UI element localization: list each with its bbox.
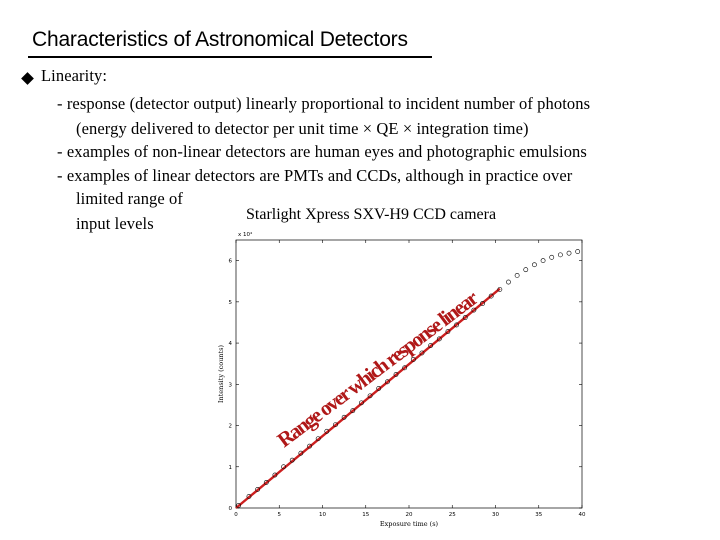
data-point <box>550 255 554 259</box>
slide-title: Characteristics of Astronomical Detectors <box>32 28 408 51</box>
y-tick-label: 6 <box>228 258 232 265</box>
y-tick-label: 0 <box>228 506 232 512</box>
text-line-6: input levels <box>76 214 154 233</box>
data-point <box>515 273 519 277</box>
x-tick-label: 10 <box>319 512 326 518</box>
data-point <box>576 249 580 253</box>
title-underline <box>28 56 432 58</box>
text-line-2: (energy delivered to detector per unit time × QE × integration time) <box>76 119 529 138</box>
annotation-text-path: Range over which response linear <box>272 285 483 452</box>
y-exponent-label: x 10⁴ <box>238 232 253 238</box>
x-axis-label: Exposure time (s) <box>379 520 439 528</box>
y-tick-label: 3 <box>228 382 232 389</box>
text-line-5: limited range of <box>76 189 183 208</box>
text-line-4: - examples of linear detectors are PMTs and CCDs, although in practice over <box>57 166 573 185</box>
data-point <box>567 251 571 255</box>
diamond-bullet-icon <box>21 72 34 85</box>
y-tick-label: 5 <box>228 299 232 306</box>
data-point <box>524 268 528 272</box>
plot-frame <box>236 240 582 508</box>
annotation-text <box>273 286 483 452</box>
x-tick-label: 40 <box>578 512 586 518</box>
text-line-3: - examples of non-linear detectors are human eyes and photographic emulsions <box>57 142 587 161</box>
plot-axes <box>217 231 586 528</box>
data-point <box>532 263 536 267</box>
x-tick-label: 20 <box>405 512 413 518</box>
y-tick-label: 1 <box>228 464 232 471</box>
data-points <box>236 249 579 507</box>
x-tick-label: 15 <box>362 512 370 518</box>
y-tick-label: 2 <box>228 423 232 430</box>
x-tick-label: 30 <box>492 512 499 518</box>
data-point <box>541 259 545 263</box>
x-tick-label: 0 <box>234 512 238 518</box>
x-tick-label: 25 <box>448 512 456 518</box>
data-point <box>506 280 510 284</box>
linearity-plot <box>214 226 594 536</box>
bullet-heading: Linearity: <box>41 66 108 85</box>
linear-range-annotation <box>273 286 486 452</box>
y-axis-label: Intensity (counts) <box>217 344 225 404</box>
figure-caption: Starlight Xpress SXV-H9 CCD camera <box>246 206 497 223</box>
x-tick-label: 5 <box>277 512 281 518</box>
x-tick-label: 35 <box>535 512 543 518</box>
text-line-1: - response (detector output) linearly proportional to incident number of photons <box>57 94 591 113</box>
y-tick-label: 4 <box>228 341 232 348</box>
data-point <box>558 253 562 257</box>
